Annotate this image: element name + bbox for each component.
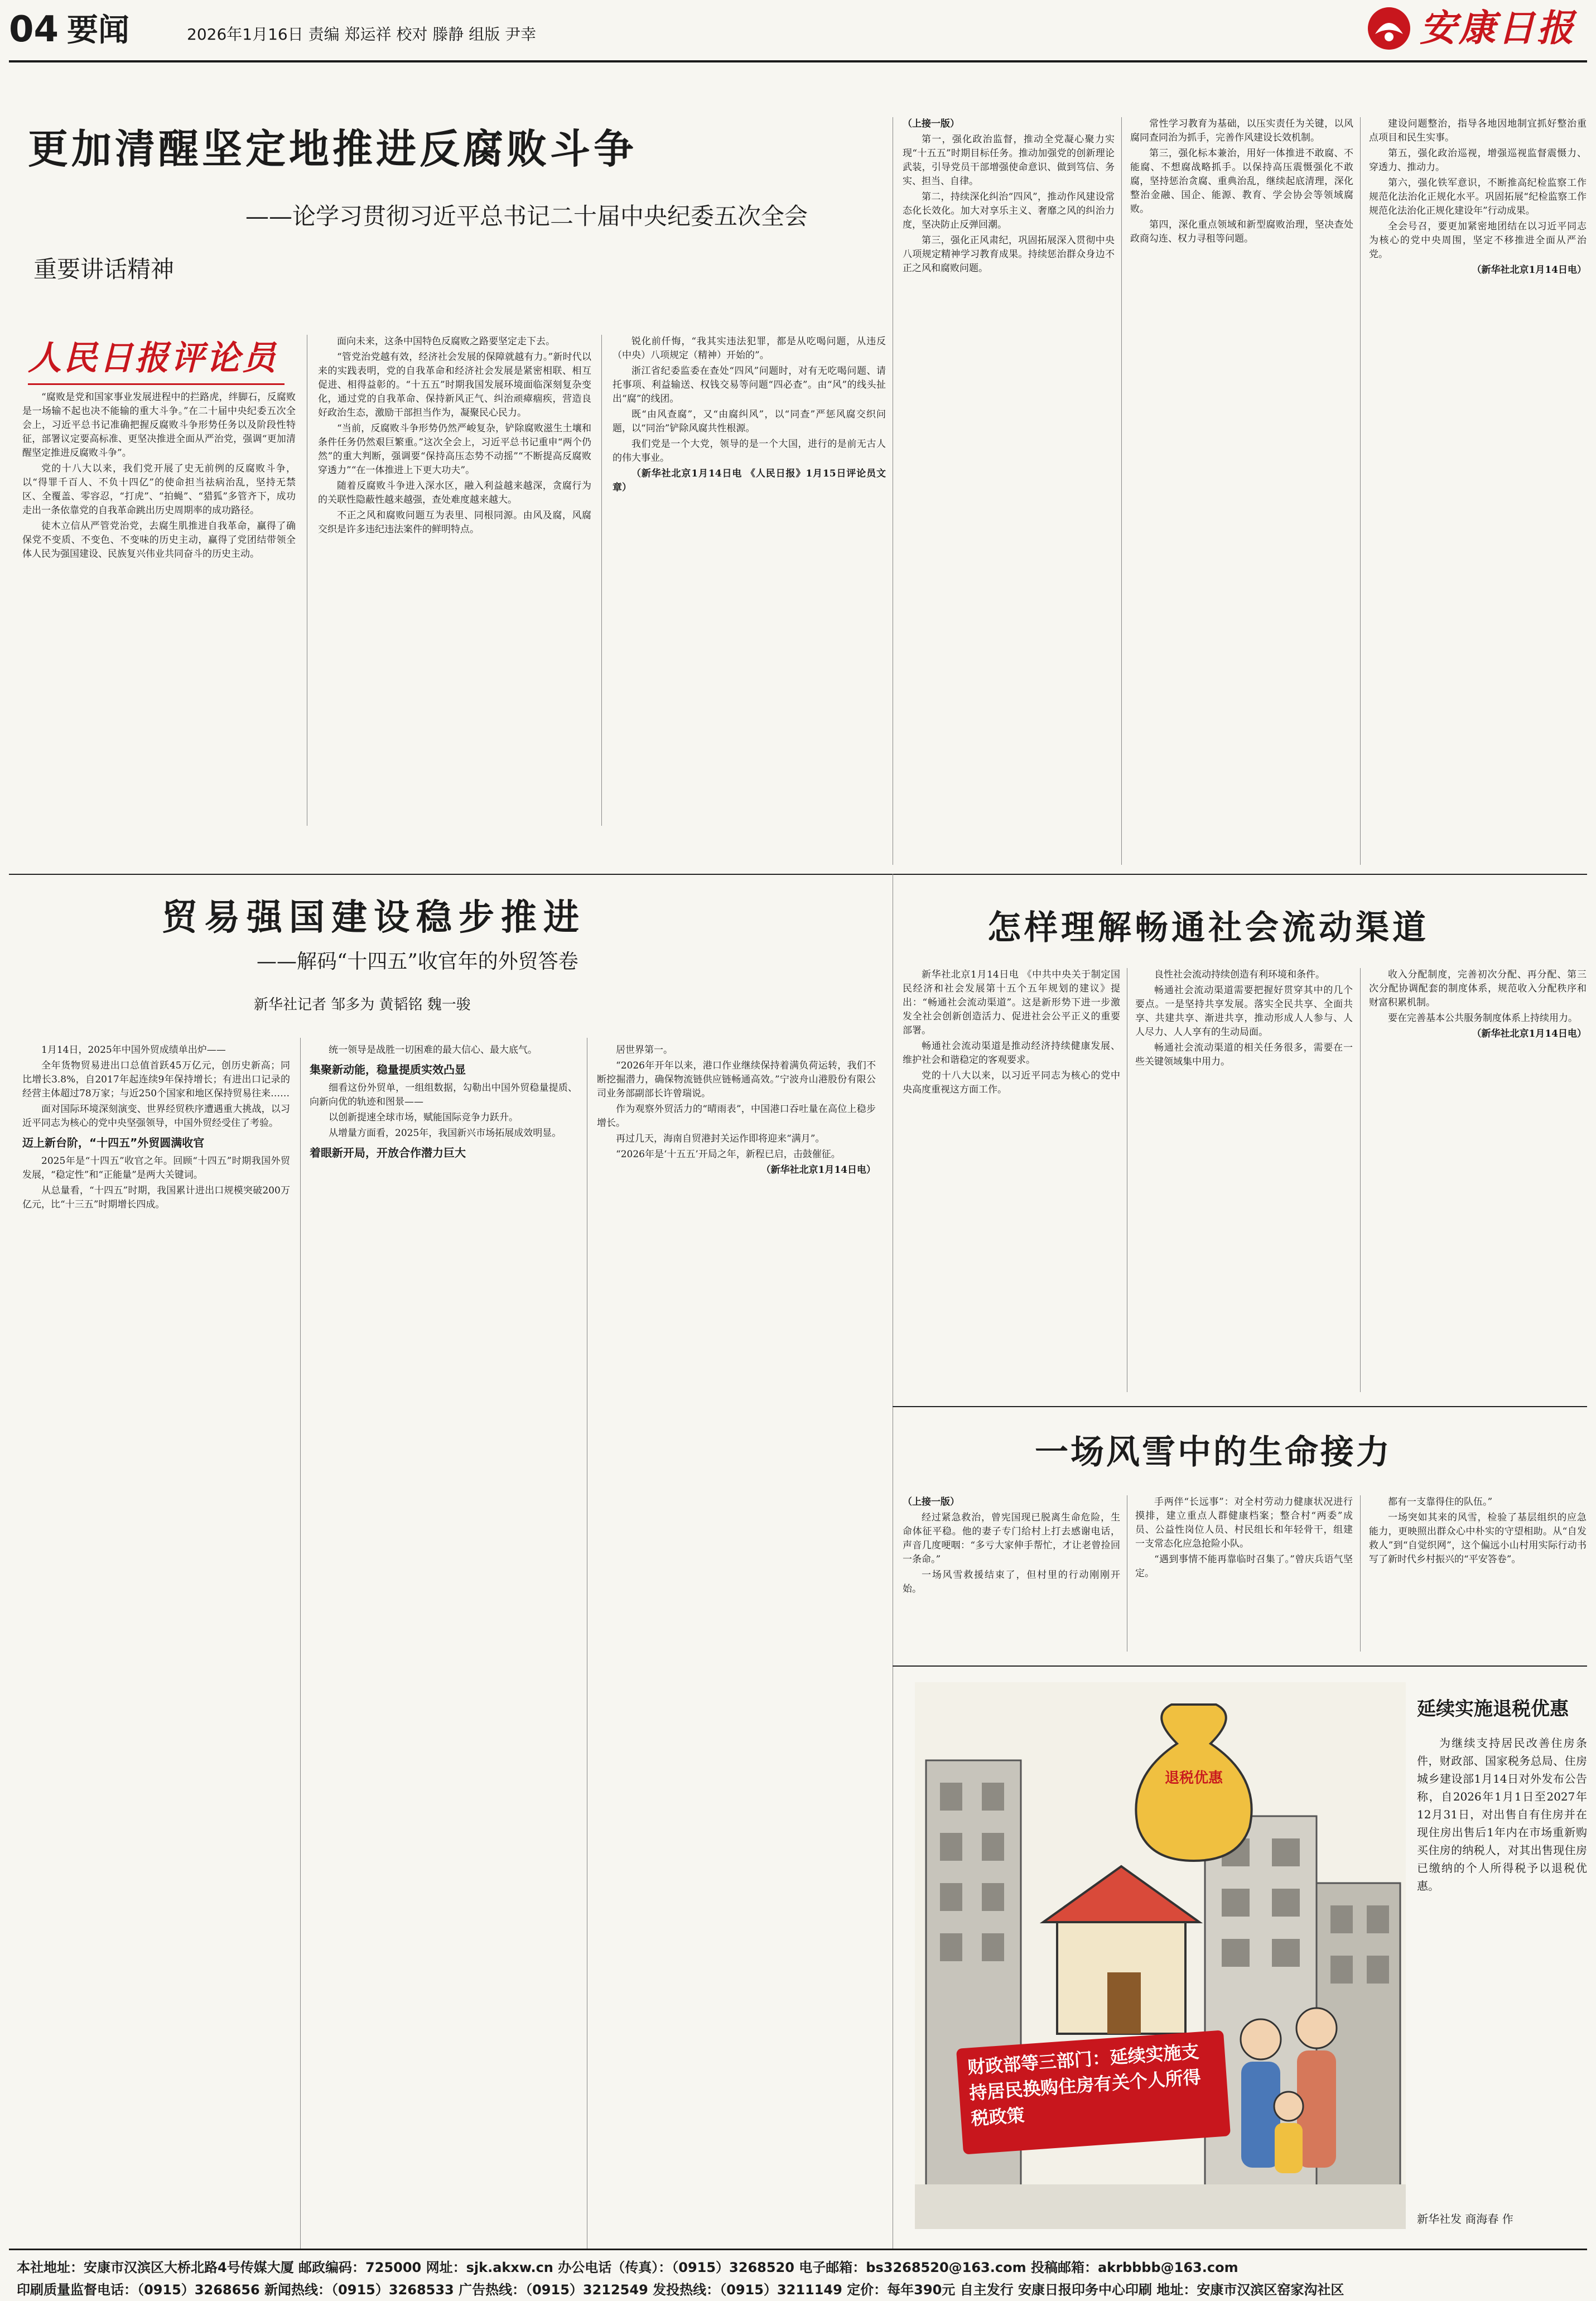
paragraph: 第一，强化政治监督，推动全党凝心聚力实现“十五五”时期目标任务。推动加强党的创新理论武装，引导党员干部增强使命意识、做到笃信、务实、担当、自律。 bbox=[903, 134, 1115, 187]
lead-column-5 bbox=[1130, 117, 1353, 865]
paragraph: “腐败是党和国家事业发展进程中的拦路虎，绊脚石，反腐败是一场输不起也决不能输的重大斗争。”在二十届中央纪委五次全会上，习近平总书记准确把握反腐败斗争形势任务以及阶段性特征，部署议定要高标准、更坚决推进全面从严治党，强调“更加清醒坚定推进反腐败斗争”。 bbox=[22, 392, 296, 459]
paragraph: 一场风雪救援结束了，但村里的行动刚刚开始。 bbox=[903, 1570, 1120, 1595]
column-divider bbox=[1360, 1495, 1361, 1652]
subheading: 着眼新开局，开放合作潜力巨大 bbox=[310, 1146, 466, 1159]
masthead-title: 安康日报 bbox=[1420, 6, 1576, 50]
paragraph: 要在完善基本公共服务制度体系上持续用力。 bbox=[1388, 1013, 1578, 1024]
paragraph: 全年货物贸易进出口总值首跃45万亿元，创历史新高；同比增长3.8%，自2017年起连续9年保持增长；有进出口记录的经营主体超过78万家；与近250个国家和地区保持贸易往来…… bbox=[22, 1060, 290, 1099]
section-rule bbox=[893, 1406, 1587, 1407]
tax-info-box bbox=[1417, 1696, 1587, 2226]
paragraph: 从总量看，“十四五”时期，我国累计进出口规模突破200万亿元，比“十三五”时期增长四成。 bbox=[22, 1185, 290, 1210]
paragraph: 收入分配制度，完善初次分配、再分配、第三次分配协调配套的制度体系，规范收入分配秩序和财富积累机制。 bbox=[1369, 969, 1587, 1008]
masthead-logo bbox=[1364, 3, 1587, 54]
flow-column-3 bbox=[1369, 968, 1587, 1392]
continued-label: （上接一版） bbox=[903, 118, 959, 129]
footer-line-2: 印刷质量监督电话：（0915）3268656 新闻热线：（0915）3268533 广告热线：（0915）3212549 发投热线：（0915）3211149 定价：每年390元 自主发行 安康日报印务中心印刷 地址：安康市汉滨区窑家沟社区 bbox=[17, 2282, 1344, 2298]
paragraph: 不正之风和腐败问题互为表里、同根同源。由风及腐，风腐交织是许多违纪违法案件的鲜明特点。 bbox=[318, 510, 591, 535]
paragraph: 建设问题整治，指导各地因地制宜抓好整治重点项目和民生实事。 bbox=[1369, 118, 1587, 143]
trade-subtitle: ——解码“十四五”收官年的外贸答卷 bbox=[257, 950, 578, 973]
paragraph: 畅通社会流动渠道的相关任务很多，需要在一些关键领域集中用力。 bbox=[1135, 1042, 1353, 1067]
paragraph: 锐化前仟悔，“我其实违法犯罪，都是从吃喝问题，从违反（中央）八项规定（精神）开始的”。 bbox=[613, 336, 886, 361]
lead-column-1 bbox=[22, 391, 296, 826]
page-number: 04 bbox=[9, 9, 59, 50]
paragraph: 统一领导是战胜一切困难的最大信心、最大底气。 bbox=[329, 1044, 537, 1056]
trade-title: 贸易强国建设稳步推进 bbox=[162, 897, 586, 938]
paragraph: “管党治党越有效，经济社会发展的保障就越有力。”新时代以来的实践表明，党的自我革命和经济社会发展是紧密相联、相互促进、相得益彰的。“十五五”时期我国发展环境面临深刻复杂变化，通过党的自我革命、保持新风正气、纠治顽瘴痼疾，营造良好政治生态，激励干部担当作为，凝聚民心民力。 bbox=[318, 352, 591, 418]
paragraph: 新华社北京1月14日电 《中共中央关于制定国民经济和社会发展第十五个五年规划的建议》提出：“畅通社会流动渠道”。这是新形势下进一步激发全社会创新创造活力、促进社会公平正义的重要部署。 bbox=[903, 969, 1120, 1036]
paragraph: 良性社会流动持续创造有利环境和条件。 bbox=[1154, 969, 1325, 980]
tax-box-title: 延续实施退税优惠 bbox=[1417, 1698, 1569, 1720]
subheading: 迈上新台阶，“十四五”外贸圆满收官 bbox=[22, 1136, 205, 1149]
subheading: 集聚新动能，稳量提质实效凸显 bbox=[310, 1063, 466, 1076]
paragraph: “遇到事情不能再靠临时召集了。”曾庆兵语气坚定。 bbox=[1135, 1554, 1353, 1579]
paragraph: 浙江省纪委监委在查处“四风”问题时，对有无吃喝问题、请托事项、利益输送、权钱交易等问题“四必查”。由“风”的线头扯出“腐”的线团。 bbox=[613, 365, 886, 405]
section-rule bbox=[893, 1665, 1587, 1667]
trade-column-2 bbox=[310, 1043, 577, 2243]
paragraph: 第三，强化标本兼治，用好一体推进不敢腐、不能腐、不想腐战略抓手。以保持高压震慑强化不敢腐，坚持惩治贪腐、重典治乱，继续起底清理，深化整治金融、国企、能源、教育、学会协会等领域腐败。 bbox=[1130, 148, 1353, 215]
dateline: （新华社北京1月14日电） bbox=[1472, 1028, 1587, 1039]
paragraph: 党的十八大以来，我们党开展了史无前例的反腐败斗争，以“得罪千百人、不负十四亿”的使命担当祛病治乱，坚持无禁区、全覆盖、零容忍，“打虎”、“拍蝇”、“猎狐”多管齐下，成功走出一条依靠党的自我革命跳出历史周期率的成功路径。 bbox=[22, 463, 296, 516]
lead-column-3 bbox=[613, 335, 886, 826]
paragraph: 全会号召，要更加紧密地团结在以习近平同志为核心的党中央周围，坚定不移推进全面从严治党。 bbox=[1369, 221, 1587, 260]
paragraph: “当前，反腐败斗争形势仍然严峻复杂，铲除腐败滋生土壤和条件任务仍然艰巨繁重。”这次全会上，习近平总书记重申“两个仍然”的重大判断，强调要“保持高压态势不动摇”“不断提高反腐败穿透力”“在一体推进上下更大功夫”。 bbox=[318, 423, 591, 476]
tax-box-body: 为继续支持居民改善住房条件，财政部、国家税务总局、住房城乡建设部1月14日对外发布公告称，自2026年1月1日至2027年12月31日，对出售自有住房并在现住房出售后1年内在市场重新购买住房的纳税人，对其出售现住房已缴纳的个人所得税予以退税优惠。 bbox=[1417, 1736, 1587, 1893]
paragraph: 手两伴“长远事”：对全村劳动力健康状况进行摸排，建立重点人群健康档案；整合村“两委”成员、公益性岗位人员、村民组长和年轻骨干，组建一支常态化应急抢险小队。 bbox=[1135, 1496, 1353, 1549]
cartoon-sign-policy: 财政部等三部门：延续实施支持居民换购住房有关个人所得税政策 bbox=[956, 2030, 1231, 2154]
snow-column-3 bbox=[1369, 1495, 1587, 1652]
paragraph: 都有一支靠得住的队伍。” bbox=[1388, 1496, 1493, 1508]
trade-byline: 新华社记者 邹多为 黄韬铭 魏一骏 bbox=[254, 997, 471, 1013]
paragraph: 1月14日，2025年中国外贸成绩单出炉—— bbox=[41, 1044, 226, 1056]
trade-column-3 bbox=[597, 1043, 876, 2243]
paragraph: 第五，强化政治巡视，增强巡视监督震慑力、穿透力、推动力。 bbox=[1369, 148, 1587, 173]
section-rule bbox=[893, 874, 1587, 875]
paragraph: 随着反腐败斗争进入深水区，融入利益越来越深，贪腐行为的关联性隐蔽性越来越强，查处难度越来越大。 bbox=[318, 480, 591, 506]
cartoon-sign-tax-refund: 退税优惠 bbox=[1164, 1770, 1223, 1787]
column-divider bbox=[1121, 117, 1122, 865]
paragraph: 面对国际环境深刻演变、世界经贸秩序遭遇重大挑战，以习近平同志为核心的党中央坚强领导，中国外贸经受住了考验。 bbox=[22, 1104, 290, 1129]
paragraph: 徒木立信从严管党治党，去腐生肌推进自我革命，赢得了确保党不变质、不变色、不变味的历史主动，赢得了党团结带领全体人民为强国建设、民族复兴伟业共同奋斗的历史主动。 bbox=[22, 521, 296, 560]
lead-subtitle-1: ——论学习贯彻习近平总书记二十届中央纪委五次全会 bbox=[245, 203, 808, 230]
paragraph: 经过紧急救治，曾宪国现已脱离生命危险，生命体征平稳。他的妻子专门给村上打去感谢电话，声音几度哽咽：“多亏大家伸手帮忙，才让老曾捡回一条命。” bbox=[903, 1512, 1120, 1565]
flow-title: 怎样理解畅通社会流动渠道 bbox=[987, 908, 1429, 947]
paragraph: 从增量方面看，2025年，我国新兴市场拓展成效明显。 bbox=[329, 1128, 562, 1139]
column-divider bbox=[1360, 968, 1361, 1392]
column-divider bbox=[1360, 117, 1361, 865]
lead-column-4 bbox=[903, 117, 1115, 865]
paragraph: 2025年是“十四五”收官之年。回顾“十四五”时期我国外贸发展，“稳定性”和“正能量”是两大关键词。 bbox=[22, 1156, 290, 1181]
paragraph: 第二，持续深化纠治“四风”，推动作风建设常态化长效化。加大对享乐主义、奢靡之风的纠治力度，坚决防止反弹回潮。 bbox=[903, 191, 1115, 230]
dateline: （新华社北京1月14日电） bbox=[1472, 264, 1587, 276]
flow-column-2 bbox=[1135, 968, 1353, 1392]
paragraph: 居世界第一。 bbox=[616, 1044, 673, 1056]
snow-column-2 bbox=[1135, 1495, 1353, 1652]
section-name: 要闻 bbox=[67, 12, 129, 49]
lead-subtitle-2: 重要讲话精神 bbox=[33, 256, 175, 283]
continued-label: （上接一版） bbox=[903, 1496, 959, 1508]
snow-column-1 bbox=[903, 1495, 1120, 1652]
paragraph: 面向未来，这条中国特色反腐败之路要坚定走下去。 bbox=[337, 336, 555, 347]
paragraph: 常性学习教育为基础，以压实责任为关键，以风腐同查同治为抓手，完善作风建设长效机制。 bbox=[1130, 118, 1353, 143]
paragraph: 既“由风查腐”，又“由腐纠风”，以“同查”严惩风腐交织问题，以“同治”铲除风腐共性根源。 bbox=[613, 409, 886, 434]
paragraph: 细看这份外贸单，一组组数据，勾勒出中国外贸稳量提质、向新向优的轨迹和图景—— bbox=[310, 1082, 577, 1108]
section-rule bbox=[9, 874, 893, 875]
tax-cartoon bbox=[915, 1682, 1406, 2229]
dateline: （新华社北京1月14日电） bbox=[761, 1164, 876, 1176]
paragraph: 畅通社会流动渠道需要把握好贯穿其中的几个要点。一是坚持共享发展。落实全民共享、全面共享、共建共享、渐进共享，推动形成人人参与、人人尽力、人人享有的生动局面。 bbox=[1135, 985, 1353, 1038]
paragraph: “2026年是‘十五五’开局之年，新程已启，击鼓催征。 bbox=[616, 1149, 841, 1160]
paragraph: 作为观察外贸活力的“晴雨表”，中国港口吞吐量在高位上稳步增长。 bbox=[597, 1104, 876, 1129]
paragraph: 第三，强化正风肃纪，巩固拓展深入贯彻中央八项规定精神学习教育成果。持续惩治群众身边不正之风和腐败问题。 bbox=[903, 235, 1115, 274]
flow-column-1 bbox=[903, 968, 1120, 1392]
column-divider bbox=[300, 1038, 301, 2249]
lead-column-2 bbox=[318, 335, 591, 826]
paragraph: 再过几天，海南自贸港封关运作即将迎来“满月”。 bbox=[616, 1133, 825, 1144]
dateline: （新华社北京1月14日电 《人民日报》1月15日评论员文章） bbox=[613, 468, 886, 493]
column-divider bbox=[601, 335, 602, 826]
lead-title: 更加清醒坚定地推进反腐败斗争 bbox=[28, 126, 638, 172]
commentator-logo: 人民日报评论员 bbox=[28, 335, 285, 385]
paragraph: 第四，深化重点领域和新型腐败治理，坚决查处政商勾连、权力寻租等问题。 bbox=[1130, 219, 1353, 244]
paragraph: “2026年开年以来，港口作业继续保持着满负荷运转，我们不断挖掘潜力，确保物流链供应链畅通高效。”宁波舟山港股份有限公司业务部副部长许曾瑞说。 bbox=[597, 1060, 876, 1099]
masthead-emblem-icon bbox=[1364, 3, 1414, 54]
lead-column-6 bbox=[1369, 117, 1587, 865]
footer-line-1: 本社地址：安康市汉滨区大桥北路4号传媒大厦 邮政编码：725000 网址：sjk.akxw.cn 办公电话（传真）：（0915）3268520 电子邮箱：bs3268520@163.com 投稿邮箱：akrbbbb@163.com bbox=[17, 2260, 1238, 2275]
snow-title: 一场风雪中的生命接力 bbox=[1035, 1433, 1392, 1472]
paragraph: 党的十八大以来，以习近平同志为核心的党中央高度重视这方面工作。 bbox=[903, 1070, 1120, 1095]
paragraph: 畅通社会流动渠道是推动经济持续健康发展、维护社会和谐稳定的客观要求。 bbox=[903, 1041, 1120, 1066]
paragraph: 以创新提速全球市场，赋能国际竞争力跃升。 bbox=[329, 1112, 518, 1123]
footer-rule bbox=[9, 2249, 1587, 2250]
paragraph: 我们党是一个大党，领导的是一个大国，进行的是前无古人的伟大事业。 bbox=[613, 439, 886, 464]
header-rule bbox=[9, 60, 1587, 62]
paragraph: 一场突如其来的风雪，检验了基层组织的应急能力，更映照出群众心中朴实的守望相助。从“自发救人”到“自觉织网”，这个偏远小山村用实际行动书写了新时代乡村振兴的“平安答卷”。 bbox=[1369, 1512, 1587, 1565]
tax-box-credit: 新华社发 商海春 作 bbox=[1417, 2212, 1513, 2226]
edition-meta: 2026年1月16日 责编 郑运祥 校对 滕静 组版 尹幸 bbox=[187, 25, 537, 44]
paragraph: 第六，强化铁军意识，不断推高纪检监察工作规范化法治化正规化水平。巩固拓展“纪检监察工作规范化法治化正规化建设年”行动成果。 bbox=[1369, 177, 1587, 216]
trade-column-1 bbox=[22, 1043, 290, 2243]
